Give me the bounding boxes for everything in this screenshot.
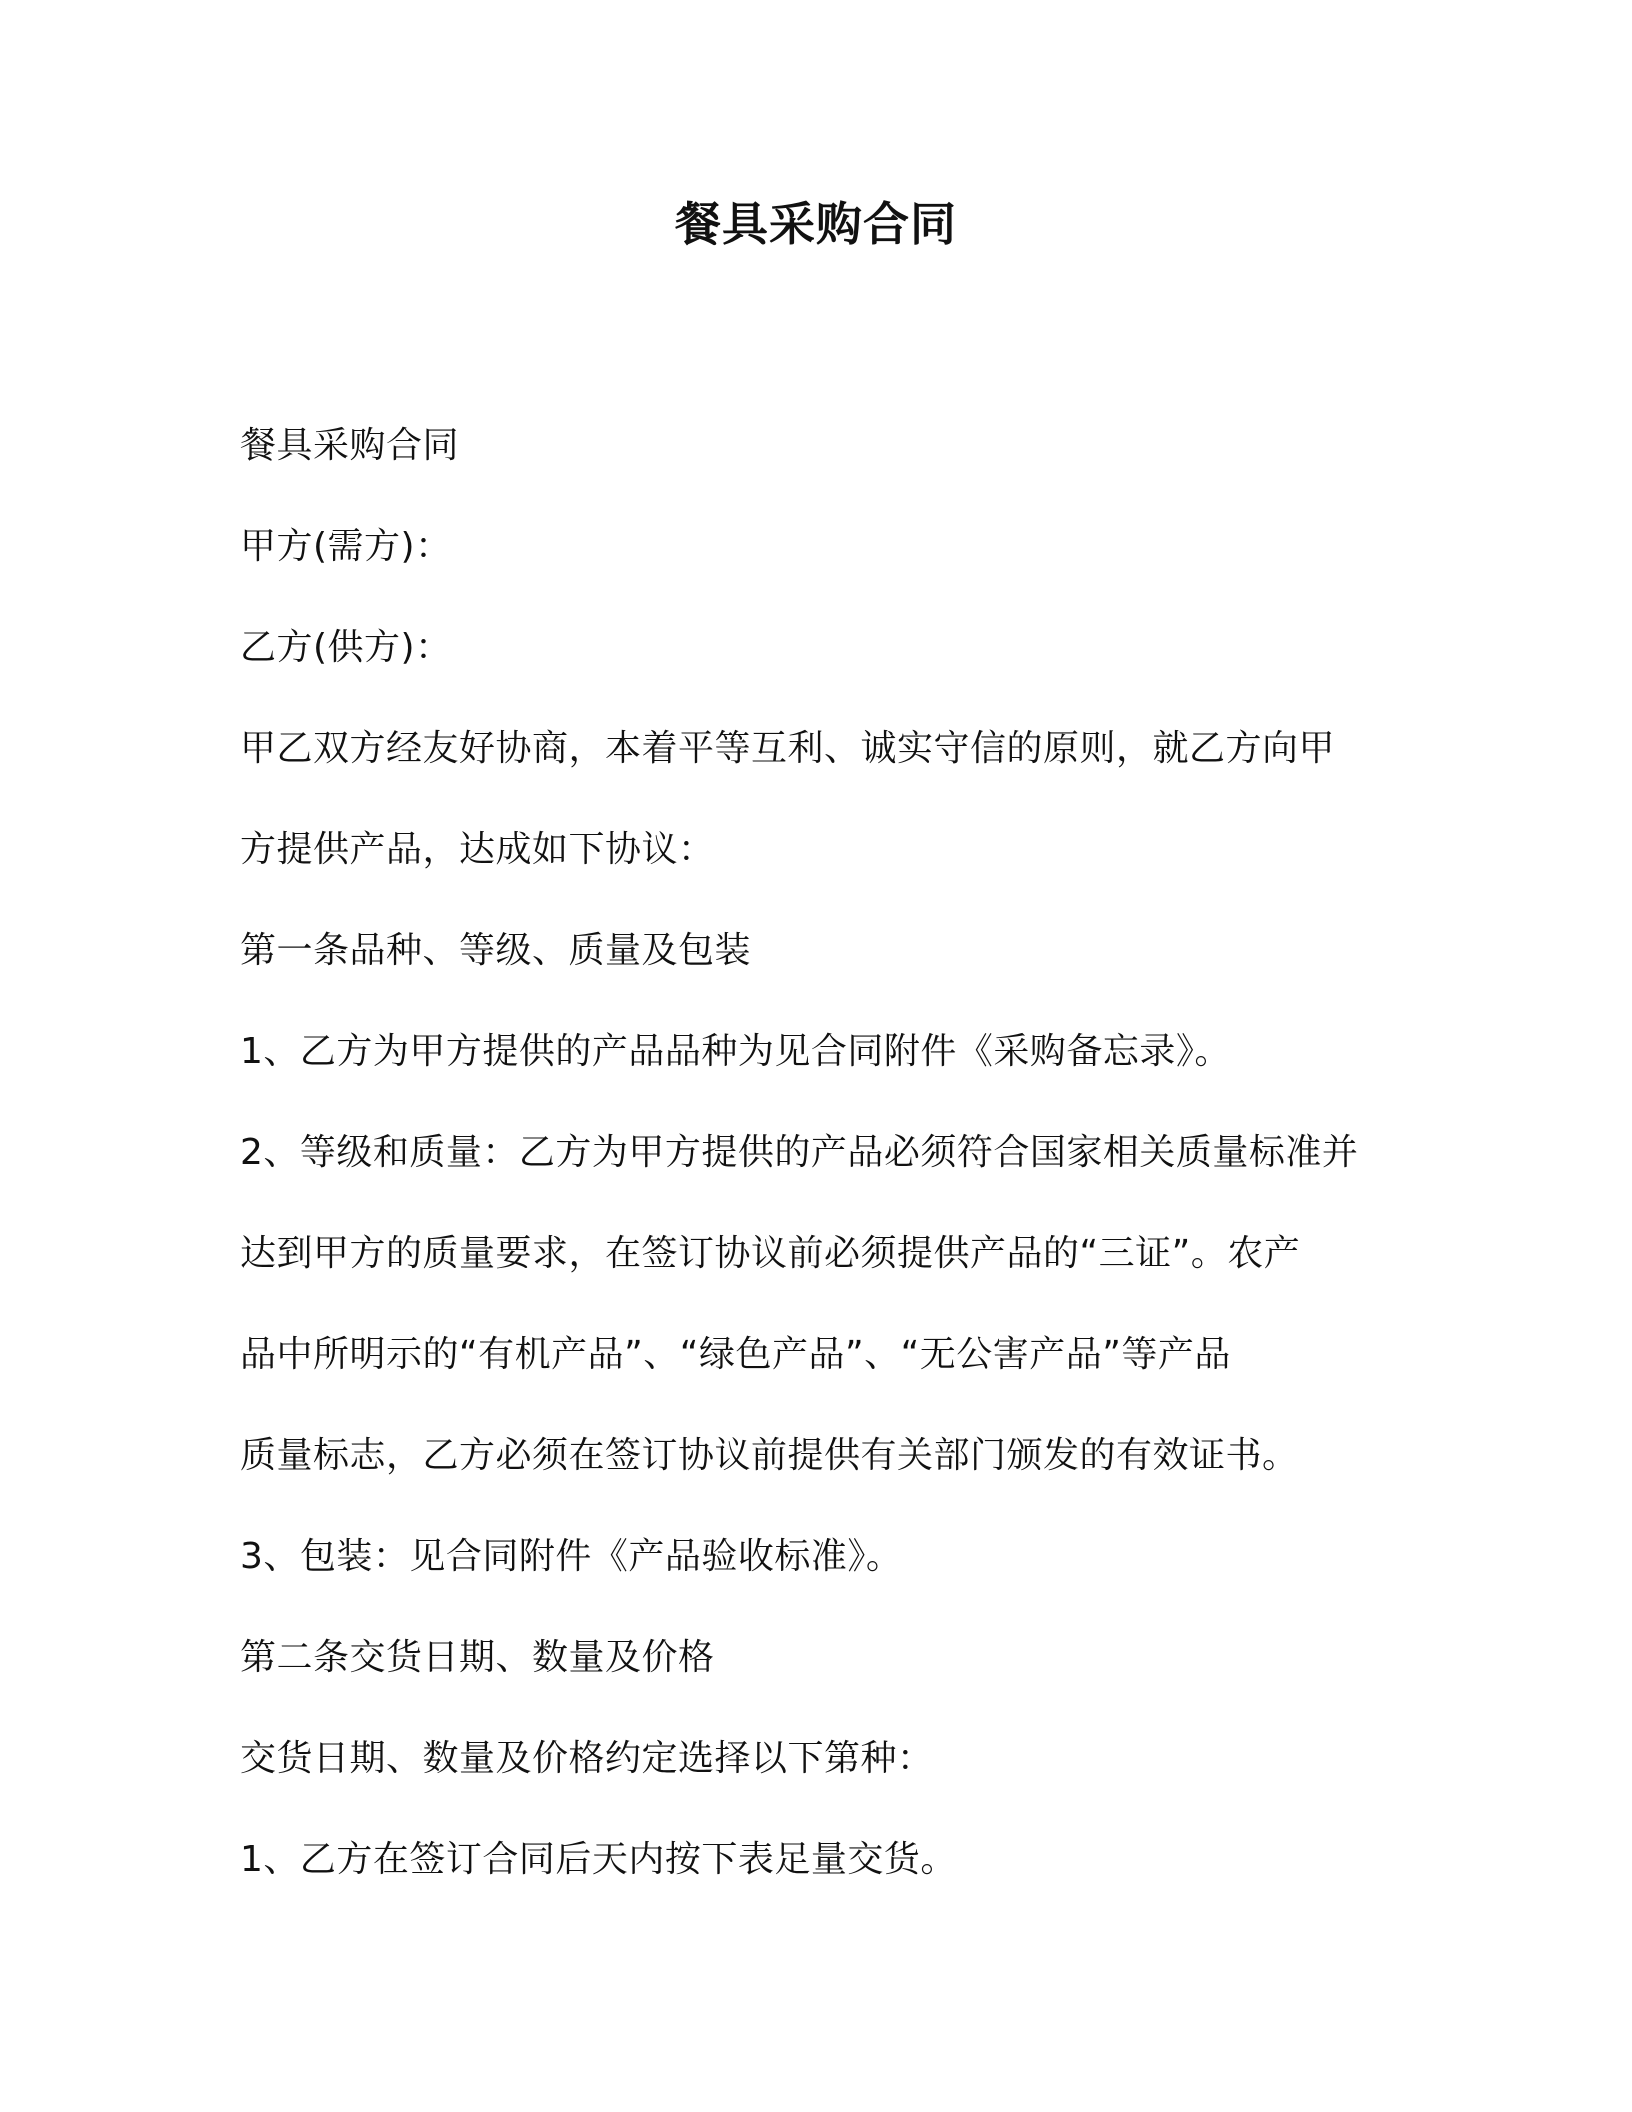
article-1-clause-2-line-2: 达到甲方的质量要求，在签订协议前必须提供产品的“三证”。农产: [240, 1233, 1301, 1274]
party-a-line: 甲方(需方)：: [240, 526, 452, 567]
article-2-heading: 第二条交货日期、数量及价格: [240, 1637, 715, 1678]
preamble-line-1: 甲乙双方经友好协商，本着平等互利、诚实守信的原则，就乙方向甲: [240, 728, 1336, 769]
contract-name-line: 餐具采购合同: [240, 425, 460, 466]
article-1-clause-3: 3、包装：见合同附件《产品验收标准》。: [240, 1536, 903, 1577]
article-1-clause-2-line-4: 质量标志，乙方必须在签订协议前提供有关部门颁发的有效证书。: [240, 1435, 1299, 1476]
party-b-line: 乙方(供方)：: [240, 627, 452, 668]
document-body: [240, 414, 1400, 1929]
article-2-intro: 交货日期、数量及价格约定选择以下第种：: [240, 1738, 934, 1779]
article-1-clause-2-line-1: 2、等级和质量：乙方为甲方提供的产品必须符合国家相关质量标准并: [240, 1132, 1359, 1173]
article-1-heading: 第一条品种、等级、质量及包装: [240, 930, 752, 971]
article-2-clause-1: 1、乙方在签订合同后天内按下表足量交货。: [240, 1839, 957, 1880]
preamble-line-2: 方提供产品，达成如下协议：: [240, 829, 715, 870]
document-title: 餐具采购合同: [675, 197, 957, 251]
article-1-clause-2-line-3: 品中所明示的“有机产品”、“绿色产品”、“无公害产品”等产品: [240, 1334, 1231, 1375]
article-1-clause-1: 1、乙方为甲方提供的产品品种为见合同附件《采购备忘录》。: [240, 1031, 1231, 1072]
